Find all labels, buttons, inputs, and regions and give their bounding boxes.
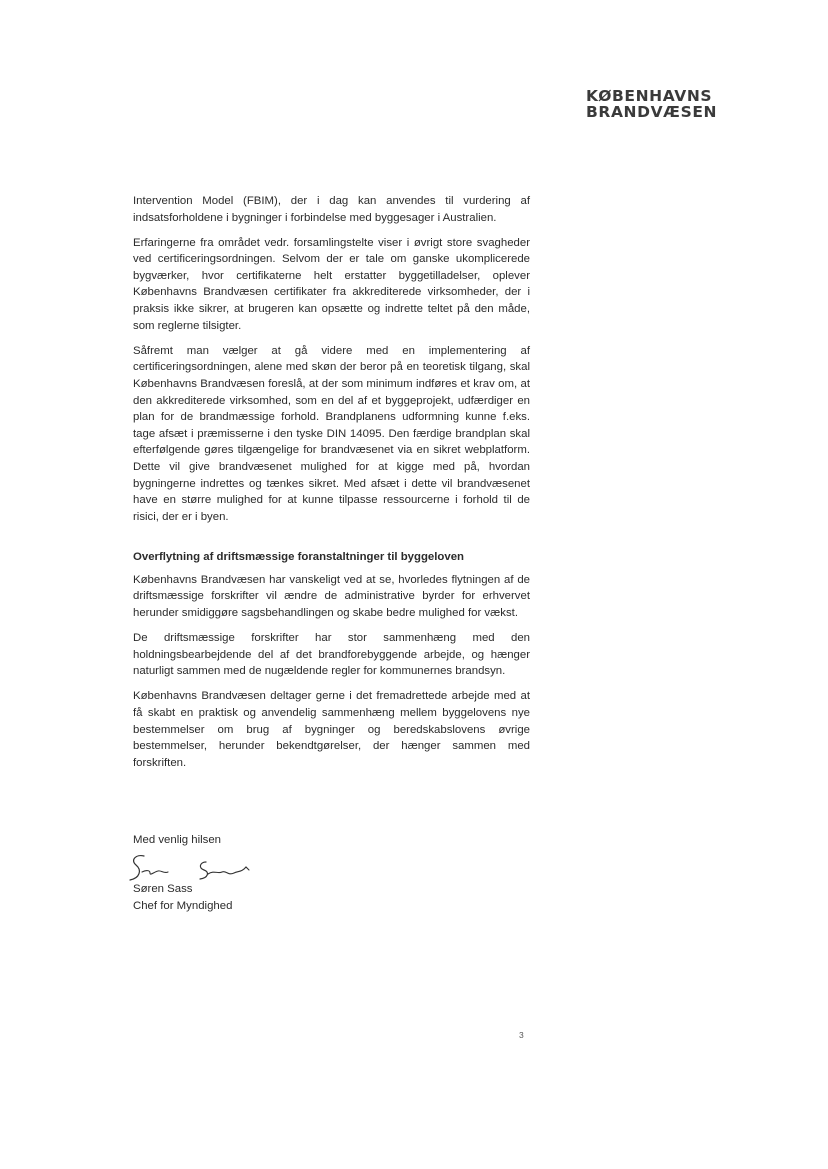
body-paragraph-1: Intervention Model (FBIM), der i dag kan anvendes til vurdering af indsatsforholdene i bygninger i forbindelse med byggesager i Australien. <box>133 195 530 224</box>
body-paragraph-2: Erfaringerne fra området vedr. forsamlingstelte viser i øvrigt store svagheder ved certificeringsordningen. Selvom der er tale om ganske ukomplicerede bygværker, hvor certifikaterne helt erstatter byggetilladelser, oplever Københavns Brandvæsen certifikater fra akkrediterede virksomheder, der i praksis ikke sikrer, at brugeren kan opsætte og indrette teltet på den måde, som reglerne tilsigter. <box>133 236 530 332</box>
section-heading: Overflytning af driftsmæssige foranstaltninger til byggeloven <box>133 551 465 564</box>
letter-body <box>133 193 530 780</box>
page-number: 3 <box>519 1030 524 1040</box>
logo-line-2: BRANDVÆSEN <box>586 103 718 121</box>
signatory-title: Chef for Myndighed <box>133 900 233 912</box>
brand-logo <box>586 88 717 120</box>
signatory-block <box>133 881 232 915</box>
signatory-name: Søren Sass <box>133 883 193 895</box>
logo-line-1: KØBENHAVNS <box>586 87 713 105</box>
section-paragraph-2: De driftsmæssige forskrifter har stor sammenhæng med den holdningsbearbejdende del af det brandforebyggende arbejde, og hænger naturligt sammen med de nugældende regler for kommunernes brandsyn. <box>133 632 530 678</box>
section-paragraph-3: Københavns Brandvæsen deltager gerne i det fremadrettede arbejde med at få skabt en praktisk og anvendelig sammenhæng mellem byggelovens nye bestemmelser om brug af bygninger og beredskabslovens øvrige bestemmelser, herunder bekendtgørelser, der hænger sammen med forskriften. <box>133 690 530 769</box>
section-paragraph-1: Københavns Brandvæsen har vanskeligt ved at se, hvorledes flytningen af de driftsmæssige forskrifter vil ændre de administrative byrder for erhvervet herunder smidiggøre sagsbehandlingen og skabe bedre mulighed for vækst. <box>133 573 530 620</box>
body-paragraph-3: Såfremt man vælger at gå videre med en implementering af certificeringsordningen, alene med skøn der beror på en teoretisk tilgang, skal Københavns Brandvæsen foreslå, at der som minimum indføres et krav om, at den akkrediterede virksomhed, som en del af et byggeprojekt, udfærdiger en plan for de brandmæssige forhold. Brandplanens udformning kunne f.eks. tage afsæt i præmisserne i den tyske DIN 14095. Den færdige brandplan skal efterfølgende gøres tilgængelige for brandvæsenet via en sikret webplatform. Dette vil give brandvæsenet mulighed for at kigge med på, hvordan bygningerne indrettes og tænkes sikret. Med afsæt i dette vil brandvæsenet have en større mulighed for at kunne tilpasse ressourcerne i forhold til de risici, der er i byen. <box>133 344 530 523</box>
closing-salutation: Med venlig hilsen <box>133 834 222 846</box>
